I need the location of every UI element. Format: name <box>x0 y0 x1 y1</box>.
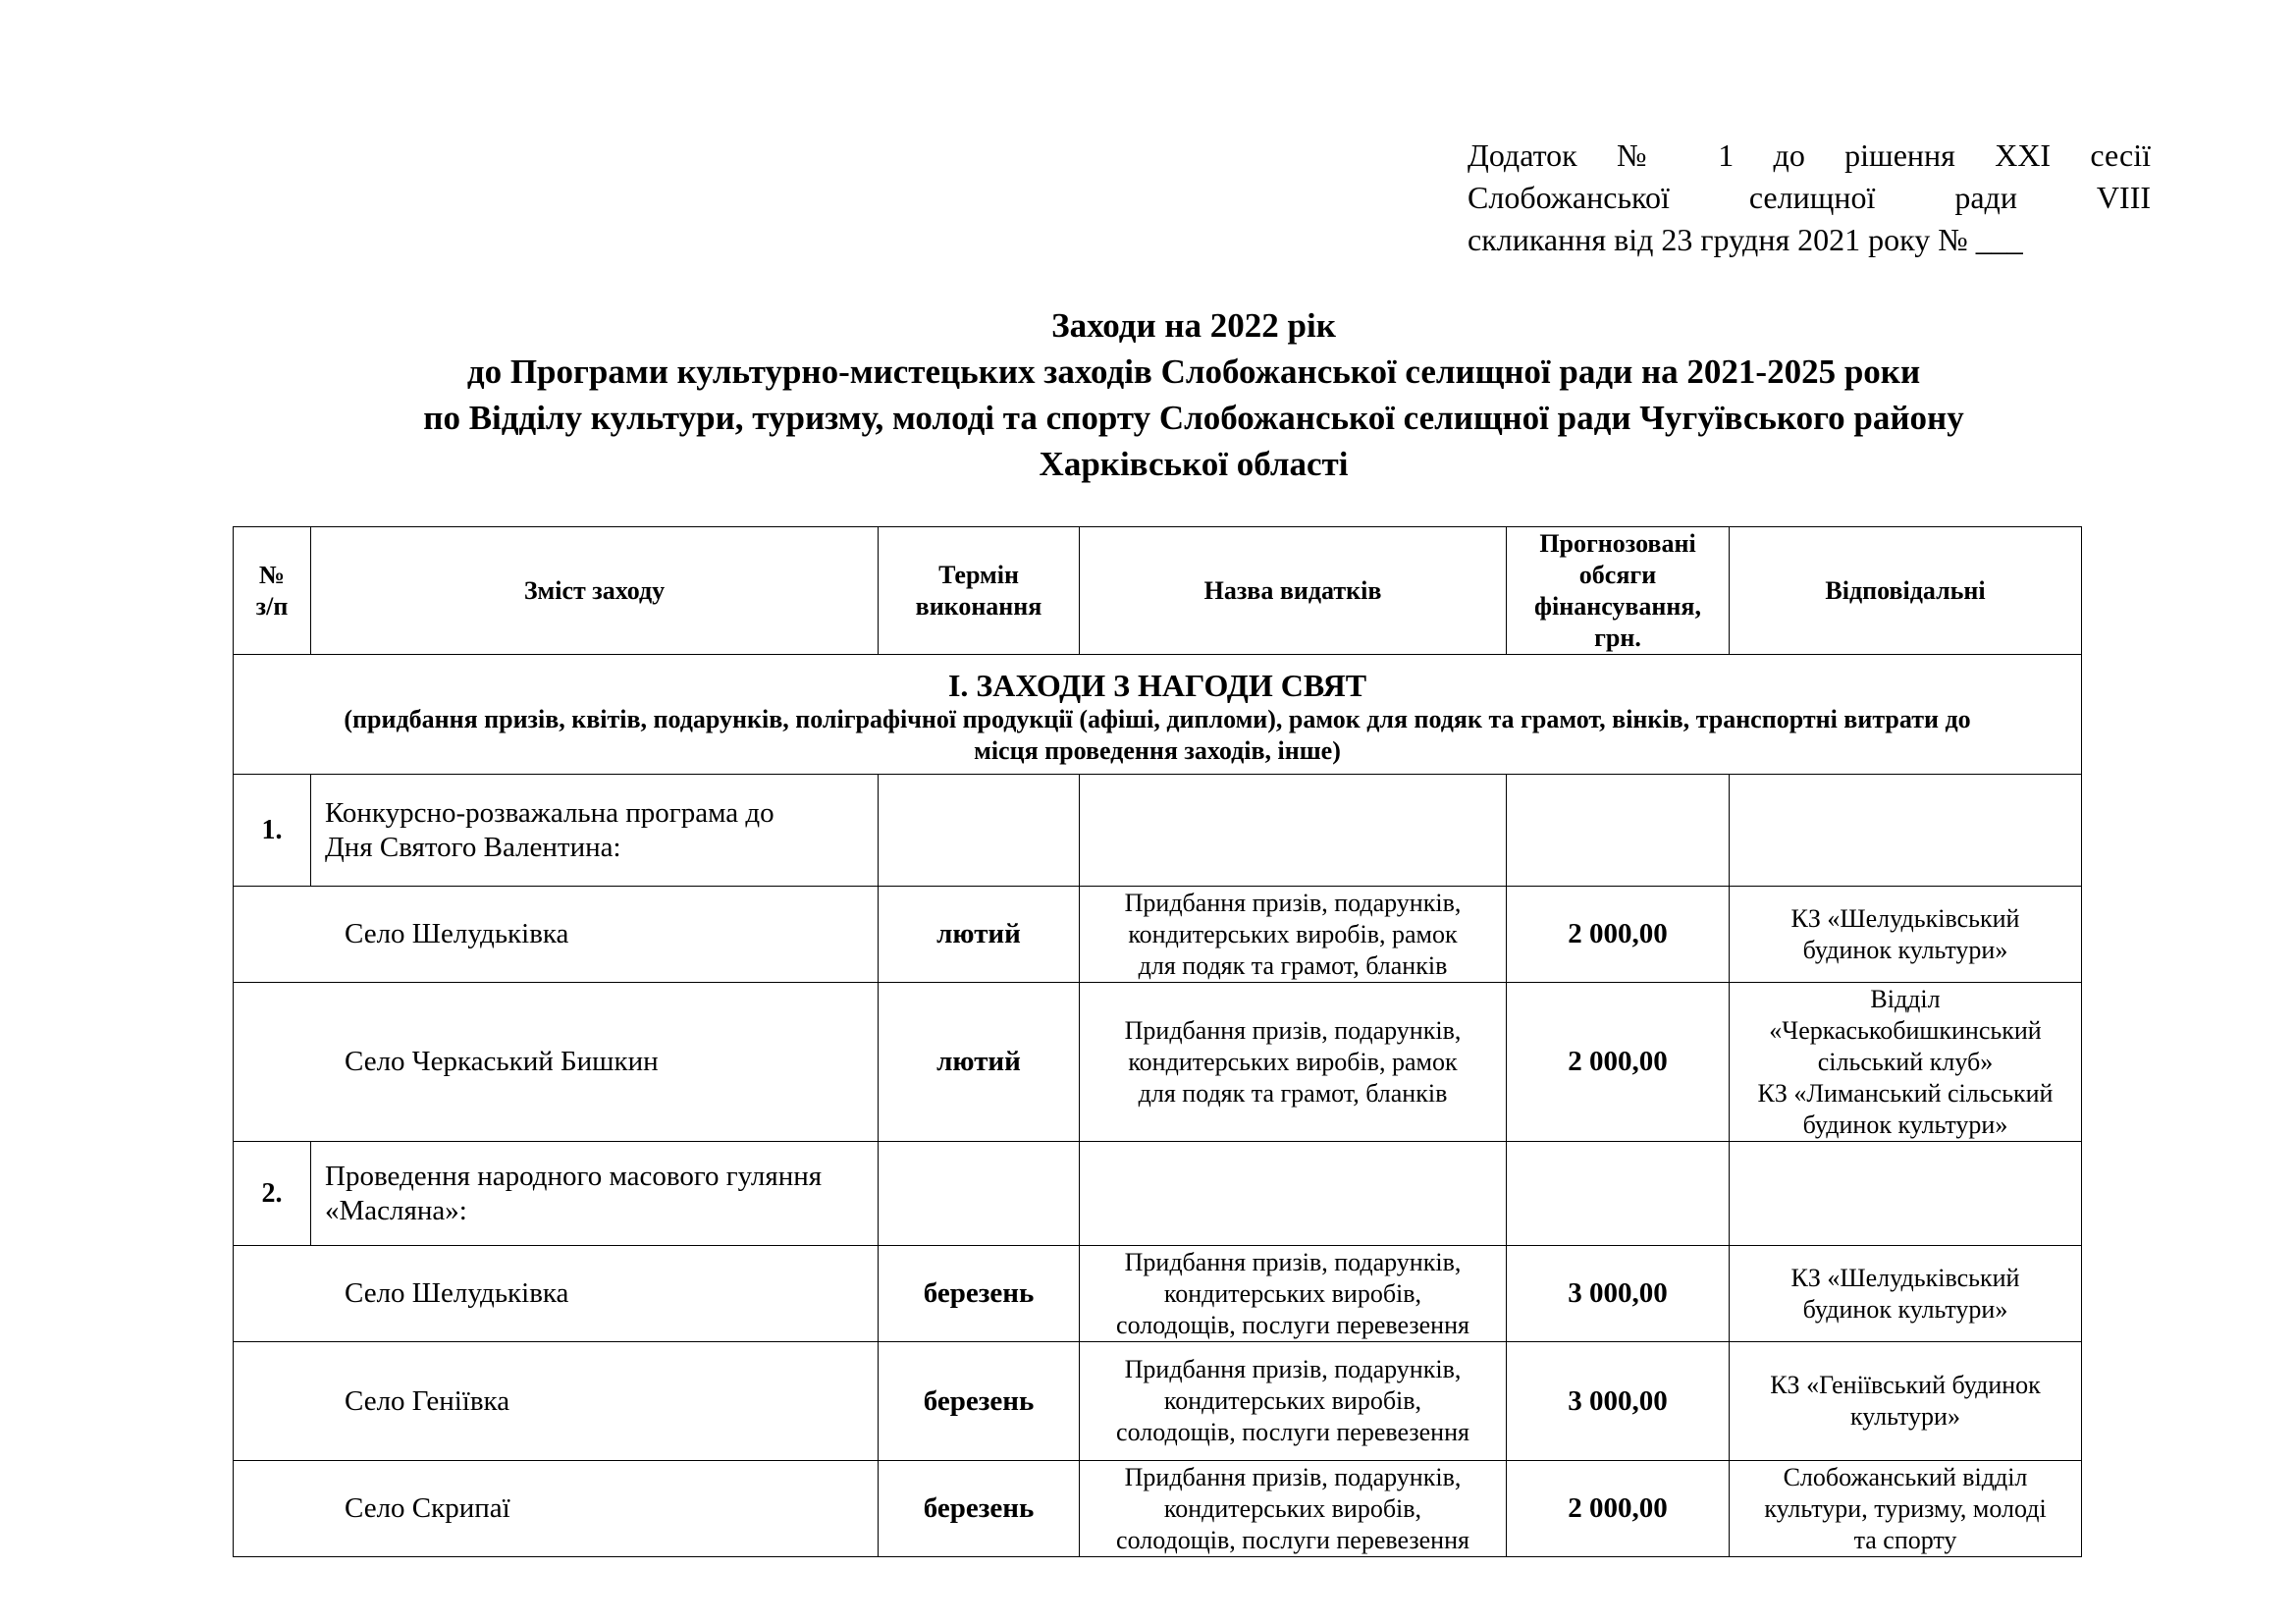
empty-cell <box>1080 1142 1507 1246</box>
table-row <box>234 983 2082 1142</box>
section-note-line-2: місця проведення заходів, інше) <box>974 735 1341 765</box>
responsible-cell: Відділ «Черкаськобишкинський сільський клуб» КЗ «Лиманський сільський будинок культури» <box>1730 983 2082 1142</box>
table-row <box>234 1461 2082 1557</box>
section-title: І. ЗАХОДИ З НАГОДИ СВЯТ <box>947 667 1367 703</box>
expense-cell: Придбання призів, подарунків, кондитерських виробів, солодощів, послуги перевезення <box>1080 1246 1507 1342</box>
expense-cell: Придбання призів, подарунків, кондитерських виробів, рамок для подяк та грамот, бланків <box>1080 887 1507 983</box>
appendix-line-2: Слобожанської селищної ради VIII <box>1468 180 2151 215</box>
appendix-line-3: скликання від 23 грудня 2021 року № ___ <box>1468 222 2023 257</box>
empty-cell <box>1507 1142 1730 1246</box>
empty-cell <box>1507 775 1730 887</box>
village-cell: Село Геніївка <box>234 1342 879 1461</box>
amount-cell: 3 000,00 <box>1507 1342 1730 1461</box>
village-cell: Село Черкаський Бишкин <box>234 983 879 1142</box>
event-number: 2. <box>234 1142 311 1246</box>
table-row <box>234 775 2082 887</box>
appendix-line-1: Додаток № 1 до рішення XXI сесії <box>1468 137 2151 173</box>
empty-cell <box>879 1142 1080 1246</box>
table-row <box>234 1246 2082 1342</box>
appendix-note <box>1468 135 2151 261</box>
empty-cell <box>1730 1142 2082 1246</box>
table-header-row <box>234 527 2082 655</box>
header-term: Термін виконання <box>879 527 1080 655</box>
title-line-4: Харківської області <box>1039 445 1349 483</box>
empty-cell <box>1080 775 1507 887</box>
expense-cell: Придбання призів, подарунків, кондитерських виробів, солодощів, послуги перевезення <box>1080 1342 1507 1461</box>
amount-cell: 2 000,00 <box>1507 983 1730 1142</box>
section-row <box>234 655 2082 775</box>
event-title: Конкурсно-розважальна програма до Дня Святого Валентина: <box>311 775 879 887</box>
title-line-2: до Програми культурно-мистецьких заходів Слобожанської селищної ради на 2021-2025 роки <box>466 352 1921 391</box>
header-expense: Назва видатків <box>1080 527 1507 655</box>
expense-cell: Придбання призів, подарунків, кондитерських виробів, рамок для подяк та грамот, бланків <box>1080 983 1507 1142</box>
term-cell: лютий <box>879 887 1080 983</box>
responsible-cell: Слобожанський відділ культури, туризму, молоді та спорту <box>1730 1461 2082 1557</box>
events-table <box>233 526 2082 1557</box>
table-row <box>234 1342 2082 1461</box>
amount-cell: 3 000,00 <box>1507 1246 1730 1342</box>
table-row <box>234 1142 2082 1246</box>
amount-cell: 2 000,00 <box>1507 1461 1730 1557</box>
title-line-1: Заходи на 2022 рік <box>1051 306 1336 345</box>
term-cell: березень <box>879 1461 1080 1557</box>
responsible-cell: КЗ «Геніївський будинок культури» <box>1730 1342 2082 1461</box>
amount-cell: 2 000,00 <box>1507 887 1730 983</box>
village-cell: Село Шелудьківка <box>234 887 879 983</box>
event-title: Проведення народного масового гуляння «Масляна»: <box>311 1142 879 1246</box>
header-amount: Прогнозовані обсяги фінансування, грн. <box>1507 527 1730 655</box>
header-responsible: Відповідальні <box>1730 527 2082 655</box>
document-title <box>230 302 2158 487</box>
header-num: № з/п <box>234 527 311 655</box>
section-note-line-1: (придбання призів, квітів, подарунків, поліграфічної продукції (афіші, дипломи), рамок для подяк та грамот, вінків, транспортні витрати до <box>344 704 1971 733</box>
term-cell: березень <box>879 1246 1080 1342</box>
expense-cell: Придбання призів, подарунків, кондитерських виробів, солодощів, послуги перевезення <box>1080 1461 1507 1557</box>
responsible-cell: КЗ «Шелудьківський будинок культури» <box>1730 1246 2082 1342</box>
section-cell <box>234 655 2082 775</box>
empty-cell <box>1730 775 2082 887</box>
term-cell: березень <box>879 1342 1080 1461</box>
responsible-cell: КЗ «Шелудьківський будинок культури» <box>1730 887 2082 983</box>
header-content: Зміст заходу <box>311 527 879 655</box>
title-line-3: по Відділу культури, туризму, молоді та спорту Слобожанської селищної ради Чугуївського району <box>423 399 1964 437</box>
event-number: 1. <box>234 775 311 887</box>
village-cell: Село Скрипаї <box>234 1461 879 1557</box>
village-cell: Село Шелудьківка <box>234 1246 879 1342</box>
term-cell: лютий <box>879 983 1080 1142</box>
table-row <box>234 887 2082 983</box>
empty-cell <box>879 775 1080 887</box>
